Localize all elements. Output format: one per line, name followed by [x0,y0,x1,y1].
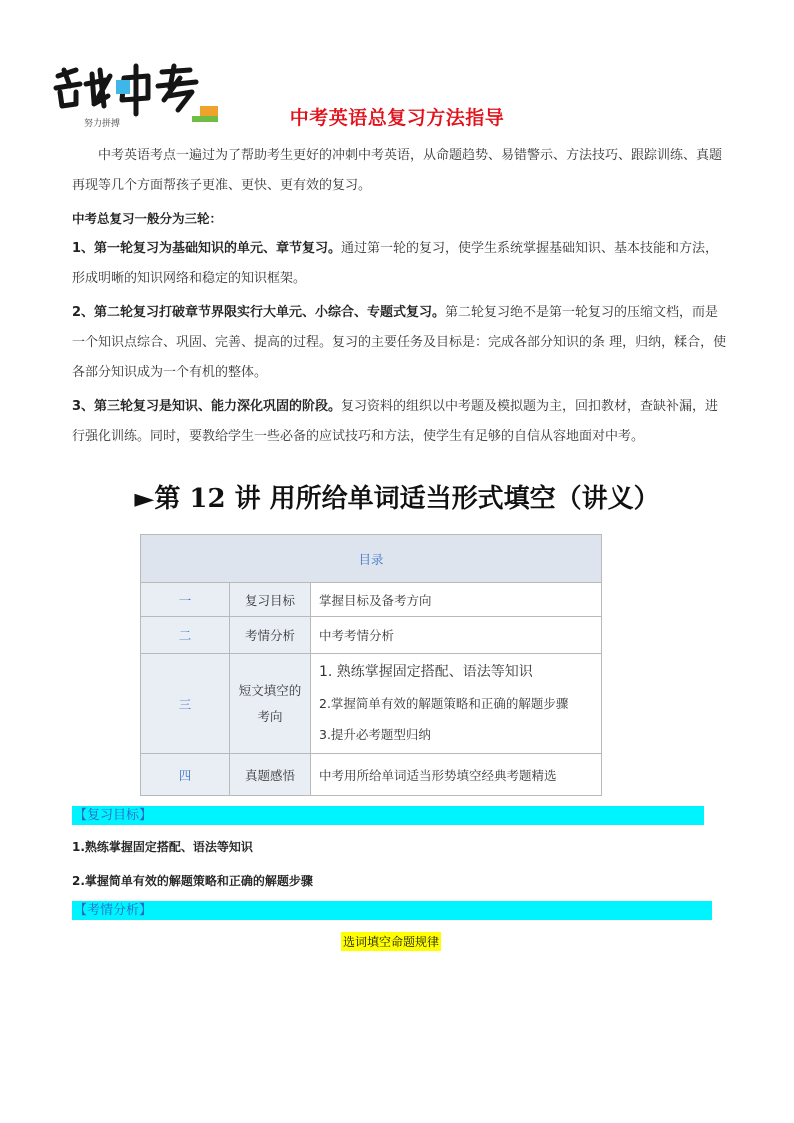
round-1-text: 通过第一轮的复习，使学生系统掌握基础知识、基本技能和方法，形成明晰的知识网络和稳定的知识框架。 [72,241,719,286]
toc-desc-line: 3.提升必考题型归纳 [319,727,431,742]
round-1-lead: 1、第一轮复习为基础知识的单元、章节复习。 [72,241,342,256]
toc-row-description: 掌握目标及备考方向 [311,583,602,617]
round-1-paragraph [72,234,727,294]
section-bar-review-goals: 【复习目标】 [72,806,704,825]
toc-row [141,617,602,654]
toc-row-description [311,654,602,754]
round-2-paragraph [72,298,727,388]
toc-row-number: 一 [141,583,230,617]
goal-item: 1.熟练掌握固定搭配、语法等知识 [72,840,253,854]
round-3-lead: 3、第三轮复习是知识、能力深化巩固的阶段。 [72,399,342,414]
rounds-heading: 中考总复习一般分为三轮： [72,211,223,226]
round-2-lead: 2、第二轮复习打破章节界限实行大单元、小综合、专题式复习。 [72,305,446,320]
toc-desc-line: 1. 熟练掌握固定搭配、语法等知识 [319,664,533,680]
highlight-label: 选词填空命题规律 [341,932,441,951]
toc-desc-line: 2.掌握简单有效的解题策略和正确的解题步骤 [319,696,569,711]
toc-row [141,754,602,796]
section-bar-exam-analysis: 【考情分析】 [72,901,712,920]
toc-row-category: 短文填空的考向 [230,654,311,754]
toc-row-description: 中考用所给单词适当形势填空经典考题精选 [311,754,602,796]
round-3-paragraph [72,392,727,452]
toc-row-number: 三 [141,654,230,754]
document-title: 中考英语总复习方法指导 [289,107,505,129]
toc-row-category: 考情分析 [230,617,311,654]
round-3-text: 复习资料的组织以中考题及模拟题为主，回扣教材，查缺补漏，进行强化训练。同时，要教给学生一些必备的应试技巧和方法，使学生有足够的自信从容地面对中考。 [72,399,719,444]
toc-row-number: 二 [141,617,230,654]
toc-row [141,583,602,617]
toc-header: 目录 [141,535,602,583]
toc-table [140,534,602,796]
round-2-text: 第二轮复习绝不是第一轮复习的压缩文档，而是一个知识点综合、巩固、完善、提高的过程。复习的主要任务及目标是：完成各部分知识的条 理，归纳，糅合，使各部分知识成为一个有机的整体。 [72,305,727,380]
toc-row [141,654,602,754]
toc-row-number: 四 [141,754,230,796]
goal-item: 2.掌握简单有效的解题策略和正确的解题步骤 [72,874,313,888]
toc-header-row [141,535,602,583]
toc-row-category: 复习目标 [230,583,311,617]
lecture-title: ►第 12 讲 用所给单词适当形式填空（讲义） [134,484,660,514]
toc-row-description: 中考考情分析 [311,617,602,654]
toc-row-category: 真题感悟 [230,754,311,796]
logo-subtext: 努力拼搏 [84,119,121,129]
intro-paragraph: 中考英语考点一遍过为了帮助考生更好的冲刺中考英语，从命题趋势、易错警示、方法技巧、跟踪训练、真题再现等几个方面帮孩子更准、更快、更有效的复习。 [72,148,723,193]
